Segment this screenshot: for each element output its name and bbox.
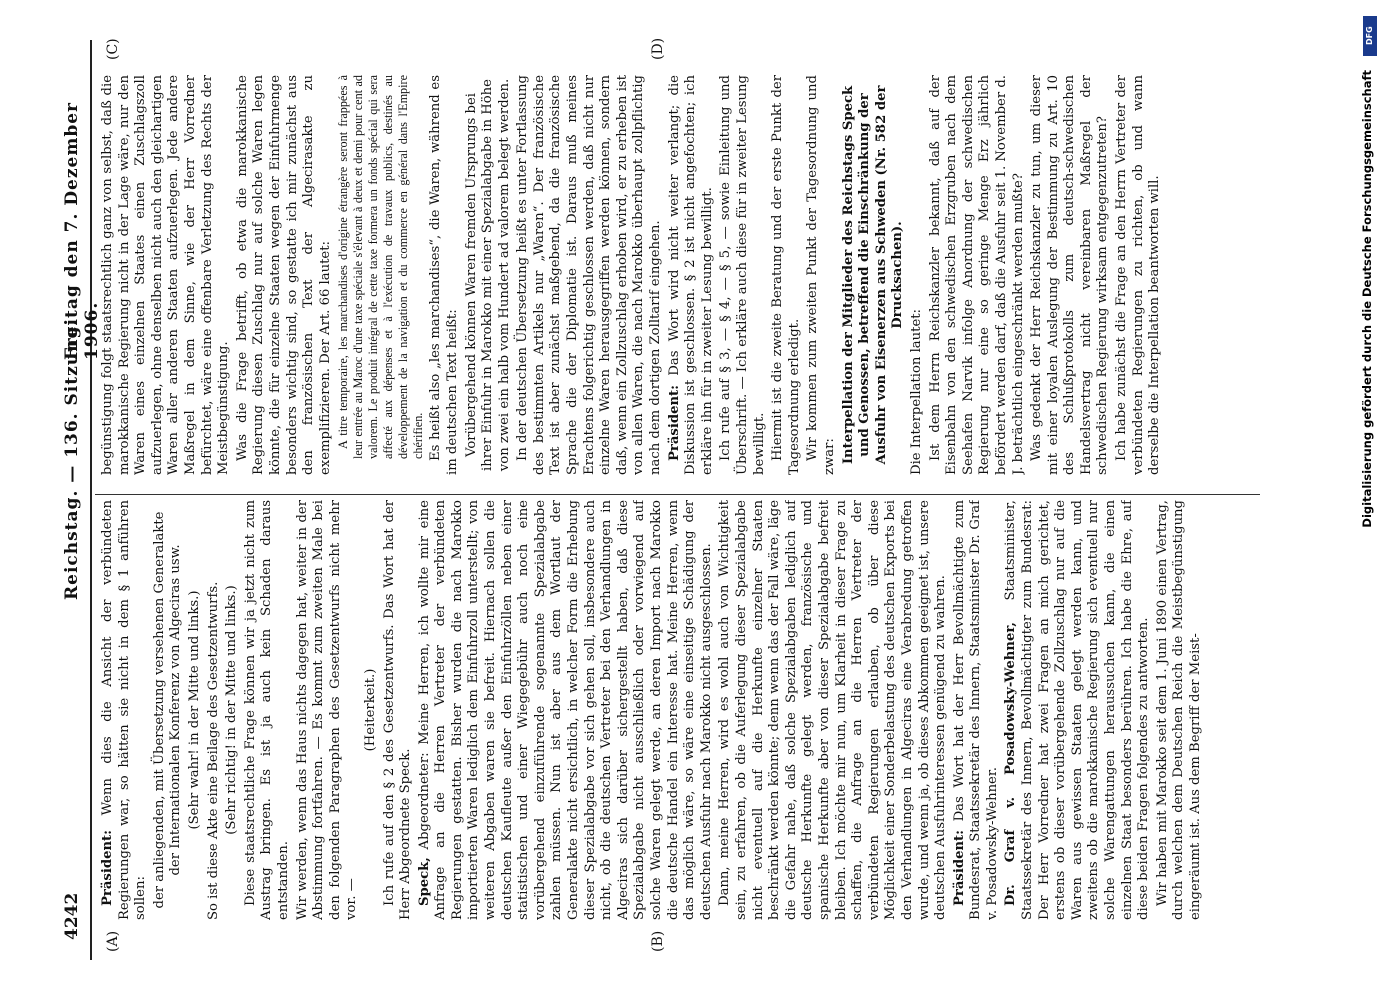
- paragraph: begünstigung folgt staatsrechtlich ganz von selbst, daß die marokkanische Regierung nicht in der Lage wäre, nur den Waren eines einzelnen Staates einen Zuschlagszoll aufzuerlegen, ohne denselben nicht auch den gleichartigen Waren aller anderen Staaten aufzuerlegen. Jede andere Maßregel in dem Sinne, wie der Herr Vorredner befürchtet, wäre eine offenbare Verletzung des Rechts der Meistbegünstigung.: [100, 75, 232, 475]
- column-divider: [95, 494, 1260, 495]
- paragraph: Es heißt also „les marchandises“, die Waren, während es im deutschen Text heißt:: [428, 75, 460, 475]
- interjection: (Sehr richtig! in der Mitte und links.): [224, 585, 240, 835]
- paragraph-text: Das Wort hat der Herr Bevollmächtigte zum Bundesrat, Staatssekretär des Innern, Staatsminister Dr. Graf v. Posadowsky-Wehner.: [951, 500, 1000, 920]
- quoted-text: Ist dem Herrn Reichskanzler bekannt, daß auf der Eisenbahn von den schwedischen Erzgruben nach dem Seehafen Narvik infolge Anordnung der schwedischen Regierung nur eine so geringe Menge Erz jährlich befördert werden darf, daß die Ausfuhr seit 1. November d. J. beträchtlich eingeschränkt werden mußte?: [927, 75, 1026, 475]
- paragraph: Wir kommen zum zweiten Punkt der Tagesordnung und zwar:: [805, 75, 837, 475]
- paragraph: Ich habe zunächst die Frage an den Herrn Vertreter der verbündeten Regierungen zu richten, ob und wann derselbe die Interpellation beantworten will.: [1114, 75, 1163, 475]
- speaker-name: Präsident:: [100, 829, 115, 906]
- paragraph: [952, 500, 1002, 920]
- session-title: Reichstag. — 136. Sitzung.: [62, 318, 82, 600]
- interjection: (Heiterkeit.): [362, 668, 378, 752]
- paragraph: [1003, 500, 1152, 920]
- interpellation-title: Interpellation der Mitglieder des Reichstags Speck und Genossen, betreffend die Einschränkung der Ausfuhr von Eisenerzen aus Schweden (Nr. 582 der Drucksachen).: [840, 85, 906, 465]
- session-date: Freitag den 7. Dezember 1906.: [62, 102, 102, 360]
- french-quotation: A titre temporaire, les marchandises d'origine étrangère seront frappées à leur entrée au Maroc d'une taxe spéciale s'élevant à deux et demi pour cent ad valorem. Le produit intégral de cette taxe formera un fonds spécial qui sera affecté aux dépenses et à l'exécution de travaux publics, destinés au développement de la navigation et du commerce en général dans l'Empire chérifien.: [336, 75, 426, 459]
- paragraph: Die Interpellation lautet:: [908, 308, 924, 475]
- margin-mark-d: (D): [650, 37, 666, 60]
- margin-mark-a: (A): [105, 930, 121, 952]
- left-column: [100, 500, 1240, 920]
- paragraph-text: Wenn dies die Ansicht der verbündeten Regierungen war, so hätten sie nicht in dem § 1 anführen sollen:: [100, 500, 149, 920]
- paragraph: Wir werden, wenn das Haus nichts dagegen hat, weiter in der Abstimmung fortfahren. — Es kommt zum zweiten Male bei den folgenden Paragraphen des Gesetzentwurfs nicht mehr vor. —: [294, 500, 360, 920]
- margin-mark-b: (B): [650, 930, 666, 952]
- paragraph: Diese staatsrechtliche Frage können wir ja jetzt nicht zum Austrag bringen. Es ist ja auch kein Schaden daraus entstanden.: [242, 500, 291, 920]
- paragraph: In der deutschen Übersetzung heißt es unter Fortlassung des bestimmten Artikels nur „Waren“. Der französische Text ist aber zunächst maßgebend, da die französische Sprache die der Diplomatie ist. Daraus muß meines Erachtens folgerichtig geschlossen werden, daß nicht nur einzelne Waren herausgegriffen werden können, sondern daß, wenn ein Zollzuschlag erhoben wird, er zu erheben ist von allen Waren, die nach Marokko überhaupt zollpflichtig nach dem dortigen Zolltarif eingehen.: [515, 75, 664, 475]
- digitization-credit: [1318, 10, 1383, 990]
- speaker-name: Präsident:: [951, 829, 967, 906]
- paragraph: So ist diese Akte eine Beilage des Gesetzentwurfs.: [205, 581, 221, 920]
- margin-mark-c: (C): [105, 38, 121, 60]
- credit-text: Digitalisierung gefördert durch die Deutsche Forschungsgemeinschaft: [1360, 70, 1374, 528]
- paragraph: [417, 500, 716, 920]
- quoted-text: der anliegenden, mit Übersetzung versehenen Generalakte der Internationalen Konferenz von Algeciras usw.: [151, 511, 184, 909]
- paragraph-text: Das Wort wird nicht weiter verlangt; die Diskussion ist geschlossen. § 2 ist nicht angefochten; ich erkläre ihn für in zweiter Lesung bewilligt.: [666, 75, 715, 475]
- speaker-name: Dr. Graf v. Posadowsky-Wehner,: [1003, 622, 1019, 906]
- paragraph: Dann, meine Herren, wird es wohl auch von Wichtigkeit sein, zu erfahren, ob die Auferlegung dieser Spezialabgabe nicht eventuell auf die Herkunfte einzelner Staaten beschränkt werden könnte; denn wenn das der Fall wäre, läge die Gefahr nahe, daß solche Spezialabgaben lediglich auf deutsche Herkunfte gelegt werden, französische und spanische Herkunfte aber von dieser Spezialabgabe befreit bleiben. Ich möchte mir nun, um Klarheit in dieser Frage zu schaffen, die Anfrage an die Herren Vertreter der verbündeten Regierungen erlauben, ob über diese Möglichkeit einer Sonderbelastung des deutschen Exports bei den Verhandlungen in Algeciras eine Verabredung getroffen wurde, und wenn ja, ob dieses Abkommen geeignet ist, unsere deutschen Ausfuhrinteressen genügend zu wahren.: [717, 500, 949, 920]
- paragraph-text: Abgeordneter: Meine Herren, ich wollte mir eine Anfrage an die Herren Vertreter der verbündeten Regierungen gestatten. Bisher wurden die nach Marokko importierten Waren lediglich dem Einfuhrzoll unterstellt; von weiteren Abgaben waren sie befreit. Hiernach sollen die deutschen Kaufleute außer den Einfuhrzöllen neben einer statistischen und einer Wiegegebühr auch noch eine vorübergehend einzuführende sogenannte Spezialabgabe zahlen müssen. Nun ist aber aus dem Wortlaut der Generalakte nicht ersichtlich, in welcher Form die Erhebung dieser Spezialabgabe vor sich gehen soll, insbesondere auch nicht, ob die deutschen Vertreter bei den Verhandlungen in Algeciras sich darüber sichergestellt haben, daß diese Spezialabgabe nicht ausschließlich oder vorwiegend auf solche Waren gelegt werde, an deren Import nach Marokko die deutsche Handel ein Interesse hat. Meine Herren, wenn das möglich wäre, so wäre eine einseitige Schädigung der deutschen Ausfuhr nach Marokko nicht ausgeschlossen.: [416, 500, 714, 920]
- paragraph: Ich rufe auf § 3, — § 4, — § 5, — sowie Einleitung und Überschrift. — Ich erkläre auch diese für in zweiter Lesung bewilligt.: [718, 75, 767, 475]
- speaker-name: Präsident:: [666, 384, 682, 461]
- page-number: 4242: [62, 892, 82, 940]
- paragraph: [667, 75, 717, 475]
- paragraph: Wir haben mit Marokko seit dem 1. Juni 1890 einen Vertrag, durch welchen dem Deutschen Reich die Meistbegünstigung eingeräumt ist. Aus dem Begriff der Meist-: [1154, 500, 1203, 920]
- quoted-text: Vorübergehend können Waren fremden Ursprungs bei ihrer Einfuhr in Marokko mit einer Spezialabgabe in Höhe von zwei ein halb vom Hundert ad valorem belegt werden.: [463, 78, 512, 472]
- paragraph: Hiermit ist die zweite Beratung und der erste Punkt der Tagesordnung erledigt.: [770, 75, 802, 475]
- interjection: (Sehr wahr! in der Mitte und links.): [186, 590, 202, 830]
- paragraph: Ich rufe auf den § 2 des Gesetzentwurfs. Das Wort hat der Herr Abgeordnete Speck.: [381, 500, 414, 920]
- speaker-name: Speck,: [416, 857, 432, 906]
- right-column: [100, 75, 1240, 475]
- dfg-logo: DFG: [1363, 16, 1377, 56]
- paragraph: [100, 500, 150, 920]
- paragraph: Was die Frage betrifft, ob etwa die marokkanische Regierung diesen Zuschlag nur auf solche Waren legen könnte, die für einzelne Staaten wegen der Einfuhrmenge besonders wichtig sind, so gestatte ich mir zunächst aus den französischen Text der Algecirasakte zu exemplifizieren. Der Art. 66 lautet:: [234, 75, 333, 475]
- page-header: [50, 40, 102, 960]
- paragraph-text: Staatsminister, Staatssekretär des Innern, Bevollmächtigter zum Bundesrat: Der Herr Vorredner hat zwei Fragen an mich gerichtet, erstens ob dieser vorübergehende Zollzuschlag nur auf die Waren aus gewissen Staaten gelegt werden kann, und zweitens ob die marokkanische Regierung sich eventuell nur solche Warengattungen heraussuchen kann, die einen einzelnen Staat besonders berühren. Ich habe die Ehre, auf diese beiden Fragen folgendes zu antworten.: [1003, 500, 1152, 920]
- quoted-text: Was gedenkt der Herr Reichskanzler zu tun, um dieser mit einer loyalen Auslegung der Bestimmung zu Art. 10 des Schlußprotokolls zum deutsch-schwedischen Handelsvertrag nicht vereinbaren Maßregel der schwedischen Regierung wirksam entgegenzutreten?: [1029, 75, 1111, 475]
